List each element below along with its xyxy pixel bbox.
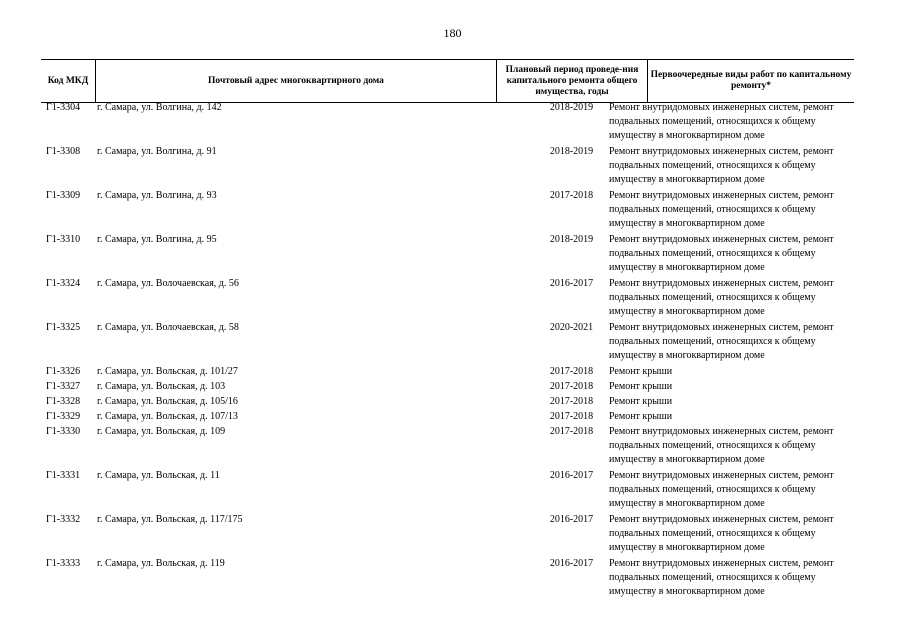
- cell-works: Ремонт крыши: [609, 381, 673, 392]
- cell-code: Г1-3326: [46, 366, 81, 377]
- cell-code: Г1-3325: [46, 322, 81, 333]
- table-row: [41, 380, 854, 395]
- cell-period: 2017-2018: [549, 426, 594, 437]
- cell-works: Ремонт внутридомовых инженерных систем, ремонт подвальных помещений, относящихся к общему имуществу в многоквартирном доме: [609, 322, 834, 361]
- cell-code: Г1-3328: [46, 396, 81, 407]
- cell-code: Г1-3329: [46, 411, 81, 422]
- cell-period: 2018-2019: [549, 102, 594, 113]
- cell-address: г. Самара, ул. Вольская, д. 107/13: [97, 411, 238, 422]
- cell-period: 2018-2019: [549, 146, 594, 157]
- cell-code: Г1-3333: [46, 558, 81, 569]
- cell-code: Г1-3330: [46, 426, 81, 437]
- cell-works: Ремонт внутридомовых инженерных систем, ремонт подвальных помещений, относящихся к общему имуществу в многоквартирном доме: [609, 278, 834, 317]
- cell-address: г. Самара, ул. Волгина, д. 93: [97, 190, 217, 201]
- cell-address: г. Самара, ул. Вольская, д. 105/16: [97, 396, 238, 407]
- cell-period: 2020-2021: [549, 322, 594, 333]
- table-row: [41, 469, 854, 513]
- cell-works: Ремонт внутридомовых инженерных систем, ремонт подвальных помещений, относящихся к общему имуществу в многоквартирном доме: [609, 426, 834, 465]
- cell-address: г. Самара, ул. Вольская, д. 11: [97, 470, 220, 481]
- cell-works: Ремонт внутридомовых инженерных систем, ремонт подвальных помещений, относящихся к общему имуществу в многоквартирном доме: [609, 558, 834, 597]
- cell-period: 2018-2019: [549, 234, 594, 245]
- cell-code: Г1-3308: [46, 146, 81, 157]
- table-row: [41, 189, 854, 233]
- header-address: Почтовый адрес многоквартирного дома: [95, 60, 496, 102]
- cell-period: 2016-2017: [549, 558, 594, 569]
- cell-period: 2017-2018: [549, 366, 594, 377]
- header-code: Код МКД: [47, 75, 89, 86]
- cell-code: Г1-3324: [46, 278, 81, 289]
- cell-address: г. Самара, ул. Вольская, д. 117/175: [97, 514, 243, 525]
- cell-address: г. Самара, ул. Вольская, д. 109: [97, 426, 226, 437]
- page-number: 180: [443, 26, 462, 40]
- cell-code: Г1-3327: [46, 381, 81, 392]
- cell-code: Г1-3310: [46, 234, 81, 245]
- cell-code: Г1-3309: [46, 190, 81, 201]
- cell-address: г. Самара, ул. Волгина, д. 95: [97, 234, 217, 245]
- cell-address: г. Самара, ул. Вольская, д. 119: [97, 558, 225, 569]
- cell-address: г. Самара, ул. Вольская, д. 103: [97, 381, 226, 392]
- cell-code: Г1-3332: [46, 514, 81, 525]
- cell-period: 2017-2018: [549, 381, 594, 392]
- cell-address: г. Самара, ул. Волгина, д. 142: [97, 102, 222, 113]
- table-row: [41, 277, 854, 321]
- cell-works: Ремонт внутридомовых инженерных систем, ремонт подвальных помещений, относящихся к общему имуществу в многоквартирном доме: [609, 470, 834, 509]
- table-row: [41, 513, 854, 557]
- cell-period: 2017-2018: [549, 396, 594, 407]
- cell-works: Ремонт крыши: [609, 411, 673, 422]
- table-row: [41, 425, 854, 469]
- cell-period: 2016-2017: [549, 278, 594, 289]
- cell-period: 2016-2017: [549, 514, 594, 525]
- cell-address: г. Самара, ул. Вольская, д. 101/27: [97, 366, 238, 377]
- table-row: [41, 557, 854, 601]
- cell-period: 2017-2018: [549, 190, 594, 201]
- cell-works: Ремонт крыши: [609, 396, 673, 407]
- header-works: Первоочередные виды работ по капитальному ремонту*: [647, 60, 854, 102]
- cell-address: г. Самара, ул. Волочаевская, д. 58: [97, 322, 239, 333]
- cell-period: 2017-2018: [549, 411, 594, 422]
- table-header: [41, 59, 854, 103]
- cell-works: Ремонт внутридомовых инженерных систем, ремонт подвальных помещений, относящихся к общему имуществу в многоквартирном доме: [609, 514, 834, 553]
- cell-works: Ремонт внутридомовых инженерных систем, ремонт подвальных помещений, относящихся к общему имуществу в многоквартирном доме: [609, 146, 834, 185]
- table-row: [41, 233, 854, 277]
- cell-code: Г1-3304: [46, 102, 81, 113]
- cell-works: Ремонт внутридомовых инженерных систем, ремонт подвальных помещений, относящихся к общему имуществу в многоквартирном доме: [609, 102, 834, 141]
- cell-code: Г1-3331: [46, 470, 81, 481]
- table-row: [41, 101, 854, 145]
- table-row: [41, 321, 854, 365]
- cell-works: Ремонт крыши: [609, 366, 673, 377]
- table-row: [41, 365, 854, 380]
- table-row: [41, 145, 854, 189]
- table-body: [41, 101, 854, 601]
- cell-period: 2016-2017: [549, 470, 594, 481]
- header-period: Плановый период проведе-ния капитального ремонта общего имущества, годы: [496, 60, 647, 102]
- cell-address: г. Самара, ул. Волочаевская, д. 56: [97, 278, 239, 289]
- cell-works: Ремонт внутридомовых инженерных систем, ремонт подвальных помещений, относящихся к общему имуществу в многоквартирном доме: [609, 190, 834, 229]
- table-row: [41, 410, 854, 425]
- cell-works: Ремонт внутридомовых инженерных систем, ремонт подвальных помещений, относящихся к общему имуществу в многоквартирном доме: [609, 234, 834, 273]
- cell-address: г. Самара, ул. Волгина, д. 91: [97, 146, 217, 157]
- table-row: [41, 395, 854, 410]
